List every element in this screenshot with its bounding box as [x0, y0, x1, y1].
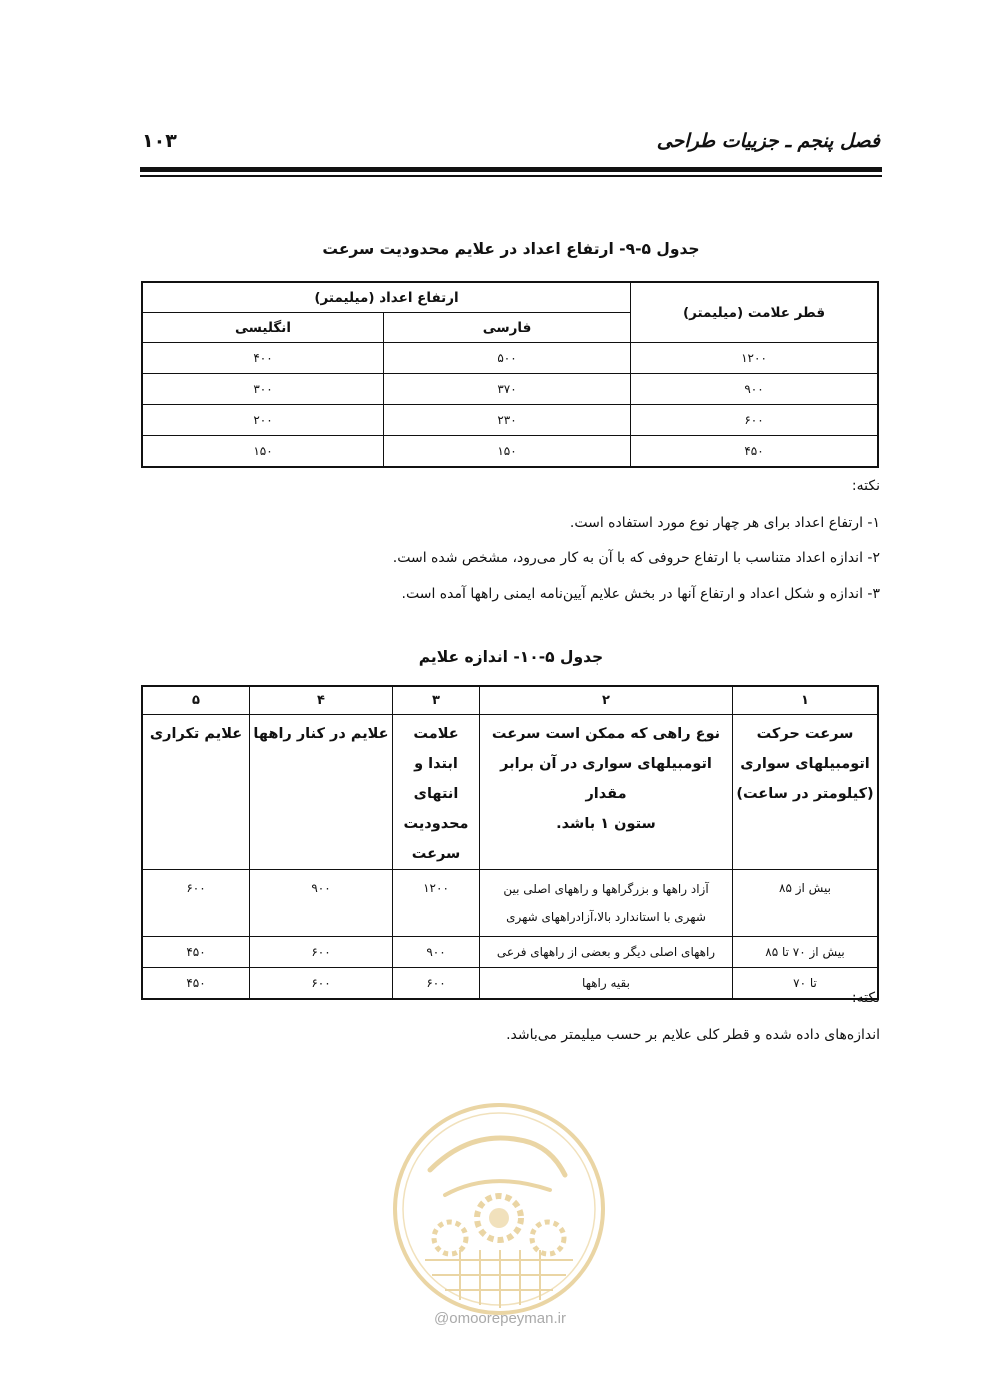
repeat-cell: ۴۵۰	[142, 937, 250, 968]
col-english-header: انگلیسی	[142, 313, 384, 343]
header-line: اتومبیلهای سواری در آن برابر مقدار	[500, 756, 712, 802]
note-item: ۱- ارتفاع اعداد برای هر چهار نوع مورد استفاده است.	[569, 515, 880, 531]
speed-cell: تا ۷۰	[733, 968, 879, 1000]
repeat-cell: ۴۵۰	[142, 968, 250, 1000]
col-repeat-header: علایم تکراری	[142, 715, 250, 870]
col-persian-header: فارسی	[384, 313, 631, 343]
col-number: ۵	[142, 686, 250, 715]
table-row	[142, 405, 878, 436]
start-end-cell: ۱۲۰۰	[393, 870, 480, 937]
col-number: ۴	[250, 686, 393, 715]
col-speed-header	[733, 715, 879, 870]
persian-cell: ۵۰۰	[384, 343, 631, 374]
chapter-title: فصل پنجم ـ جزییات طراحی	[656, 130, 880, 152]
note-label: نکته:	[851, 478, 880, 494]
col-number: ۳	[393, 686, 480, 715]
col-number: ۲	[480, 686, 733, 715]
table-row	[142, 374, 878, 405]
note-item: اندازه‌های داده شده و قطر کلی علایم بر حسب میلیمتر می‌باشد.	[506, 1027, 880, 1043]
table2-caption: جدول ۵-۱۰- اندازه علایم	[418, 648, 604, 666]
road-type-cell: بقیه راهها	[480, 968, 733, 1000]
header-line: نوع راهی که ممکن است سرعت	[491, 726, 721, 742]
road-type-cell: راههای اصلی دیگر و بعضی از راههای فرعی	[480, 937, 733, 968]
watermark-url: @omoorepeyman.ir	[434, 1310, 566, 1327]
diameter-cell: ۶۰۰	[631, 405, 879, 436]
diameter-cell: ۴۵۰	[631, 436, 879, 468]
sign-size-table	[141, 685, 879, 1000]
english-cell: ۱۵۰	[142, 436, 384, 468]
roadside-cell: ۶۰۰	[250, 937, 393, 968]
table-row	[142, 870, 878, 937]
english-cell: ۴۰۰	[142, 343, 384, 374]
table-row	[142, 937, 878, 968]
english-cell: ۲۰۰	[142, 405, 384, 436]
header-line: اتومبیلهای سواری	[740, 756, 870, 772]
header-line: (کیلومتر در ساعت)	[736, 786, 874, 802]
repeat-cell: ۶۰۰	[142, 870, 250, 937]
start-end-cell: ۹۰۰	[393, 937, 480, 968]
header-line: ستون ۱ باشد.	[556, 816, 656, 832]
header-rule-thin	[140, 175, 882, 177]
note-item: ۳- اندازه و شکل اعداد و ارتفاع آنها در بخش علایم آیین‌نامه ایمنی راهها آمده است.	[401, 586, 880, 602]
cell-line: آزاد راهها و بزرگراهها و راههای اصلی بین	[503, 882, 709, 896]
col-height-group-header: ارتفاع اعداد (میلیمتر)	[142, 282, 631, 313]
header-line: علامت	[413, 726, 459, 742]
table-row	[142, 343, 878, 374]
col-number: ۱	[733, 686, 879, 715]
header-line: انتهای	[413, 786, 459, 802]
header-line: سرعت	[411, 846, 461, 862]
page-number: ۱۰۳	[142, 130, 177, 152]
header-line: ابتدا و	[414, 756, 458, 772]
col-diameter-header: قطر علامت (میلیمتر)	[631, 282, 879, 343]
header-rule-thick	[140, 167, 882, 172]
persian-cell: ۳۷۰	[384, 374, 631, 405]
road-type-cell	[480, 870, 733, 937]
col-road-type-header	[480, 715, 733, 870]
table-row	[142, 968, 878, 1000]
cell-line: شهری با استاندارد بالا،آزادراههای شهری	[506, 910, 706, 924]
roadside-cell: ۹۰۰	[250, 870, 393, 937]
col-roadside-header: علایم در کنار راهها	[250, 715, 393, 870]
roadside-cell: ۶۰۰	[250, 968, 393, 1000]
persian-cell: ۲۳۰	[384, 405, 631, 436]
note-item: ۲- اندازه اعداد متناسب با ارتفاع حروفی که با آن به کار می‌رود، مشخص شده است.	[392, 550, 880, 566]
speed-cell: بیش از ۷۰ تا ۸۵	[733, 937, 879, 968]
table-row	[142, 436, 878, 468]
start-end-cell: ۶۰۰	[393, 968, 480, 1000]
table1-caption: جدول ۵-۹- ارتفاع اعداد در علایم محدودیت سرعت	[322, 240, 700, 258]
diameter-cell: ۱۲۰۰	[631, 343, 879, 374]
header-line: سرعت حرکت	[756, 726, 854, 742]
digit-height-table	[141, 281, 879, 468]
diameter-cell: ۹۰۰	[631, 374, 879, 405]
col-start-end-header	[393, 715, 480, 870]
persian-cell: ۱۵۰	[384, 436, 631, 468]
omoorepeyman-logo-icon	[390, 1100, 608, 1318]
speed-cell: بیش از ۸۵	[733, 870, 879, 937]
english-cell: ۳۰۰	[142, 374, 384, 405]
header-line: محدودیت	[403, 816, 469, 832]
note-label: نکته:	[851, 990, 880, 1006]
